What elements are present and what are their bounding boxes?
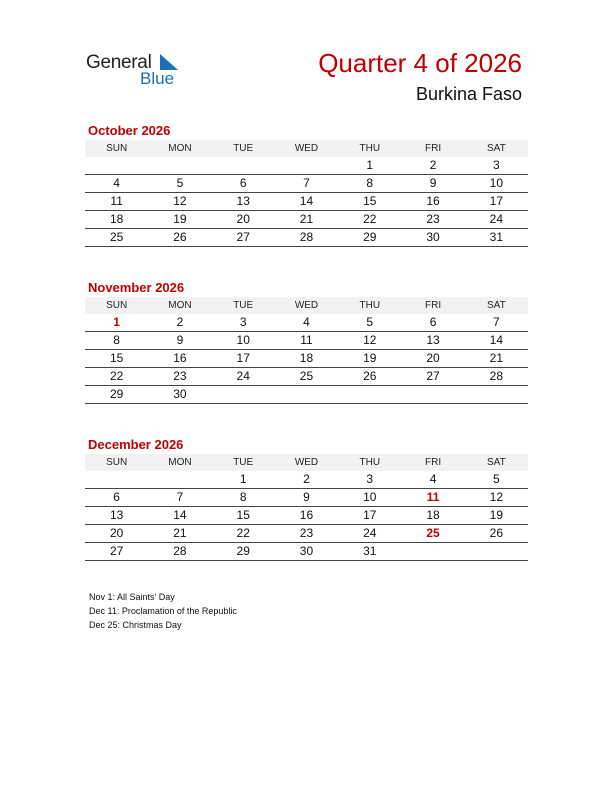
day-cell: 25 (109, 230, 124, 244)
empty-day-cell (465, 386, 528, 403)
day-cell: 14 (489, 333, 503, 347)
day-cell: 8 (113, 333, 120, 347)
week-row (85, 543, 528, 561)
day-cell: 15 (363, 194, 377, 208)
day-cell: 7 (303, 176, 310, 190)
week-row (85, 229, 528, 247)
empty-day-cell (338, 386, 401, 403)
weekday-label: WED (294, 457, 319, 468)
week-row (85, 525, 528, 543)
day-cell: 6 (113, 490, 120, 504)
day-cell: 2 (429, 158, 437, 172)
day-cell: 17 (363, 508, 377, 522)
day-cell: 21 (299, 212, 314, 226)
day-cell: 30 (426, 230, 440, 244)
holiday-day-cell: 25 (426, 526, 440, 540)
day-cell: 10 (363, 490, 377, 504)
day-cell: 7 (492, 315, 500, 329)
day-cell: 20 (426, 351, 440, 365)
holiday-note: Dec 25: Christmas Day (89, 620, 182, 630)
month-title: October 2026 (88, 123, 171, 138)
day-cell: 30 (299, 544, 314, 558)
day-cell: 27 (426, 369, 440, 383)
empty-day-cell (85, 471, 148, 488)
generalblue-logo (86, 52, 196, 92)
empty-day-cell (401, 386, 464, 403)
day-cell: 19 (363, 351, 377, 365)
week-row (85, 193, 528, 211)
day-cell: 27 (109, 544, 124, 558)
day-cell: 22 (109, 369, 124, 383)
holiday-day-cell: 11 (426, 490, 440, 504)
day-cell: 24 (236, 369, 250, 383)
week-row (85, 507, 528, 525)
week-row (85, 314, 528, 332)
day-cell: 1 (239, 472, 247, 486)
weekday-header-row (85, 297, 528, 314)
month-block (85, 279, 528, 404)
day-cell: 13 (109, 508, 124, 522)
weekday-label: WED (294, 143, 319, 154)
month-block (85, 436, 528, 561)
weekday-label: TUE (233, 457, 254, 468)
day-cell: 17 (236, 351, 250, 365)
day-cell: 29 (363, 230, 377, 244)
weekday-label: TUE (233, 143, 254, 154)
weekday-label: SAT (486, 457, 506, 468)
holiday-notes (89, 590, 237, 632)
day-cell: 2 (176, 315, 184, 329)
day-cell: 8 (239, 490, 247, 504)
weekday-label: WED (294, 300, 319, 311)
day-cell: 13 (236, 194, 250, 208)
day-cell: 2 (303, 472, 310, 486)
day-cell: 23 (173, 369, 187, 383)
week-row (85, 157, 528, 175)
week-row (85, 386, 528, 404)
empty-day-cell (275, 157, 338, 174)
empty-day-cell (85, 157, 148, 174)
day-cell: 24 (489, 212, 503, 226)
holiday-note: Nov 1: All Saints’ Day (89, 592, 175, 602)
day-cell: 1 (366, 158, 374, 172)
calendar-grid (85, 297, 528, 404)
day-cell: 29 (236, 544, 250, 558)
day-cell: 12 (363, 333, 377, 347)
day-cell: 3 (366, 472, 374, 486)
day-cell: 11 (110, 194, 123, 208)
weekday-label: THU (359, 300, 381, 311)
day-cell: 13 (426, 333, 440, 347)
day-cell: 4 (303, 315, 310, 329)
empty-day-cell (465, 543, 528, 560)
day-cell: 19 (173, 212, 187, 226)
logo-word-general: General (86, 52, 152, 73)
day-cell: 4 (113, 176, 120, 190)
day-cell: 11 (300, 333, 313, 347)
day-cell: 4 (429, 472, 437, 486)
empty-day-cell (401, 543, 464, 560)
day-cell: 26 (489, 526, 503, 540)
day-cell: 14 (299, 194, 314, 208)
week-row (85, 368, 528, 386)
empty-day-cell (148, 157, 211, 174)
day-cell: 9 (303, 490, 310, 504)
weekday-label: SAT (486, 300, 506, 311)
day-cell: 6 (429, 315, 437, 329)
day-cell: 15 (236, 508, 250, 522)
logo-word-blue: Blue (140, 69, 175, 88)
weekday-label: TUE (233, 300, 254, 311)
day-cell: 20 (109, 526, 124, 540)
week-row (85, 332, 528, 350)
day-cell: 31 (363, 544, 377, 558)
day-cell: 26 (173, 230, 187, 244)
weekday-label: FRI (424, 457, 442, 468)
day-cell: 12 (489, 490, 503, 504)
month-title: November 2026 (88, 280, 185, 295)
day-cell: 9 (176, 333, 184, 347)
day-cell: 18 (109, 212, 124, 226)
weekday-label: SUN (106, 300, 128, 311)
day-cell: 10 (489, 176, 503, 190)
weekday-header-row (85, 140, 528, 157)
calendar-grid (85, 140, 528, 247)
day-cell: 18 (299, 351, 314, 365)
day-cell: 9 (429, 176, 437, 190)
day-cell: 31 (489, 230, 503, 244)
weekday-label: SAT (486, 143, 506, 154)
weekday-label: FRI (424, 300, 442, 311)
day-cell: 5 (176, 176, 184, 190)
day-cell: 23 (299, 526, 314, 540)
day-cell: 15 (109, 351, 124, 365)
week-row (85, 471, 528, 489)
day-cell: 18 (426, 508, 440, 522)
day-cell: 21 (173, 526, 187, 540)
weekday-label: SUN (106, 143, 128, 154)
logo-triangle-icon (160, 54, 178, 70)
day-cell: 27 (236, 230, 250, 244)
day-cell: 16 (173, 351, 187, 365)
weekday-label: MON (168, 300, 192, 311)
day-cell: 19 (489, 508, 503, 522)
week-row (85, 211, 528, 229)
day-cell: 22 (236, 526, 250, 540)
empty-day-cell (275, 386, 338, 403)
month-title: December 2026 (88, 437, 184, 452)
weekday-label: THU (359, 457, 381, 468)
day-cell: 6 (239, 176, 247, 190)
day-cell: 7 (176, 490, 184, 504)
month-block (85, 122, 528, 247)
day-cell: 28 (173, 544, 187, 558)
day-cell: 14 (173, 508, 187, 522)
day-cell: 10 (236, 333, 250, 347)
day-cell: 5 (492, 472, 500, 486)
day-cell: 8 (366, 176, 374, 190)
calendar-grid (85, 454, 528, 561)
weekday-label: MON (168, 143, 192, 154)
day-cell: 29 (109, 387, 124, 401)
day-cell: 24 (363, 526, 377, 540)
week-row (85, 175, 528, 193)
weekday-label: THU (359, 143, 381, 154)
holiday-day-cell: 1 (113, 315, 120, 329)
country-name: Burkina Faso (415, 84, 522, 104)
empty-day-cell (148, 471, 211, 488)
day-cell: 25 (299, 369, 314, 383)
day-cell: 23 (426, 212, 440, 226)
weekday-header-row (85, 454, 528, 471)
day-cell: 28 (489, 369, 503, 383)
weekday-label: SUN (106, 457, 128, 468)
weekday-label: MON (168, 457, 192, 468)
day-cell: 28 (299, 230, 314, 244)
empty-day-cell (212, 157, 275, 174)
day-cell: 16 (426, 194, 440, 208)
day-cell: 20 (236, 212, 250, 226)
day-cell: 17 (489, 194, 503, 208)
day-cell: 12 (173, 194, 187, 208)
day-cell: 30 (173, 387, 187, 401)
quarter-title: Quarter 4 of 2026 (318, 48, 522, 78)
day-cell: 16 (299, 508, 314, 522)
day-cell: 5 (366, 315, 374, 329)
weekday-label: FRI (424, 143, 442, 154)
week-row (85, 489, 528, 507)
day-cell: 26 (363, 369, 377, 383)
day-cell: 22 (363, 212, 377, 226)
week-row (85, 350, 528, 368)
day-cell: 3 (239, 315, 247, 329)
day-cell: 21 (489, 351, 503, 365)
day-cell: 3 (492, 158, 500, 172)
holiday-note: Dec 11: Proclamation of the Republic (89, 606, 237, 616)
empty-day-cell (212, 386, 275, 403)
